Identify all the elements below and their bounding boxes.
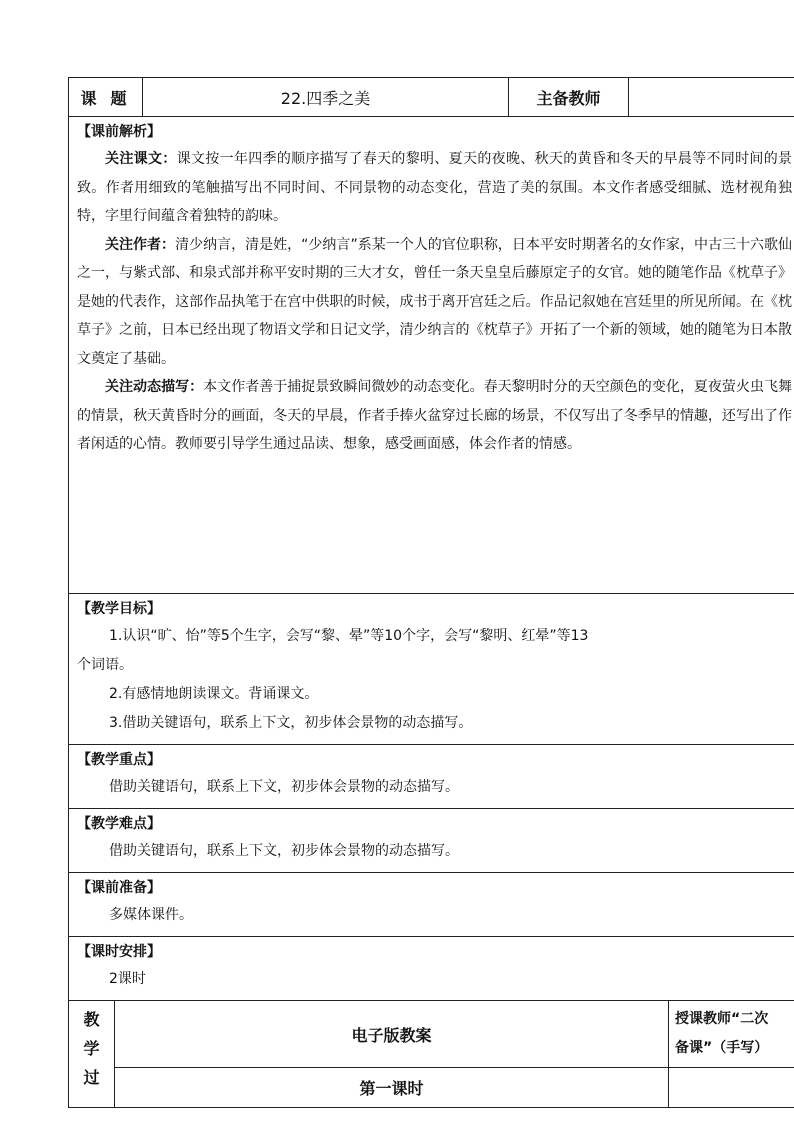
key-points-title: 【教学重点】: [77, 752, 161, 768]
goal-item: 2.有感情地朗读课文。背诵课文。: [109, 686, 319, 702]
analysis-paragraph: 关注动态描写：本文作者善于捕捉景致瞬间微妙的动态变化。春天黎明时分的天空颜色的变化，夏夜萤火虫飞舞的情景，秋天黄昏时分的画面，冬天的早晨，作者手捧火盆穿过长廊的场景，不仅写出了冬季早的情趣，还写出了作者闲适的心情。教师要引导学生通过品读、想象，感受画面感，体会作者的情感。: [77, 379, 793, 452]
lesson-title: 22.四季之美: [143, 78, 509, 117]
lead-teacher-label: 主备教师: [509, 78, 629, 117]
lead-teacher-value[interactable]: [629, 78, 794, 117]
lesson-plan-table: [68, 77, 794, 1108]
difficulties-row: [69, 809, 794, 873]
key-points-row: [69, 745, 794, 809]
goals-title: 【教学目标】: [77, 601, 161, 617]
lesson-plan-page: [68, 77, 793, 1108]
key-points-text: 借助关键语句，联系上下文，初步体会景物的动态描写。: [109, 779, 459, 795]
analysis-row: [69, 117, 794, 594]
process-side-label: 教 学 过: [69, 1001, 115, 1108]
analysis-paragraph: 关注课文：课文按一年四季的顺序描写了春天的黎明、夏天的夜晚、秋天的黄昏和冬天的早晨等不同时间的景致。作者用细致的笔触描写出不同时间、不同景物的动态变化，营造了美的氛围。本文作者感受细腻、选材视角独特，字里行间蕴含着独特的韵味。: [77, 151, 793, 224]
goal-item: 1.认识“旷、怡”等5个生字，会写“黎、晕”等10个字，会写“黎明、红晕”等13: [109, 628, 589, 644]
preparation-text: 多媒体课件。: [109, 907, 193, 923]
difficulties-title: 【教学难点】: [77, 816, 161, 832]
lesson-row: [69, 1068, 794, 1108]
goal-item: 个词语。: [77, 657, 133, 673]
schedule-title: 【课时安排】: [77, 944, 161, 960]
handwritten-notes-cell[interactable]: [669, 1068, 794, 1108]
goal-item: 3.借助关键语句，联系上下文，初步体会景物的动态描写。: [109, 715, 473, 731]
process-header-row: [69, 1001, 794, 1068]
analysis-paragraph: 关注作者：清少纳言，清是姓，“少纳言”系某一个人的官位职称，日本平安时期著名的女作家，中古三十六歌仙之一，与紫式部、和泉式部并称平安时期的三大才女，曾任一条天皇皇后藤原定子的女官。她的随笔作品《枕草子》是她的代表作，这部作品执笔于在宫中供职的时候，成书于离开宫廷之后。作品记叙她在宫廷里的所见所闻。在《枕草子》之前，日本已经出现了物语文学和日记文学，清少纳言的《枕草子》开拓了一个新的领域，她的随笔为日本散文奠定了基础。: [77, 236, 793, 367]
header-row: [69, 78, 794, 117]
schedule-text: 2课时: [109, 971, 146, 987]
preparation-row: [69, 873, 794, 937]
electronic-plan-heading: 电子版教案: [115, 1001, 669, 1068]
second-prep-note: 授课教师“二次 备课”（手写）: [669, 1001, 794, 1068]
schedule-row: [69, 937, 794, 1001]
analysis-title: 【课前解析】: [77, 124, 161, 140]
goals-row: [69, 594, 794, 745]
first-lesson-heading: 第一课时: [115, 1068, 669, 1108]
difficulties-text: 借助关键语句，联系上下文，初步体会景物的动态描写。: [109, 843, 459, 859]
preparation-title: 【课前准备】: [77, 880, 161, 896]
topic-label: 课题: [69, 78, 143, 117]
